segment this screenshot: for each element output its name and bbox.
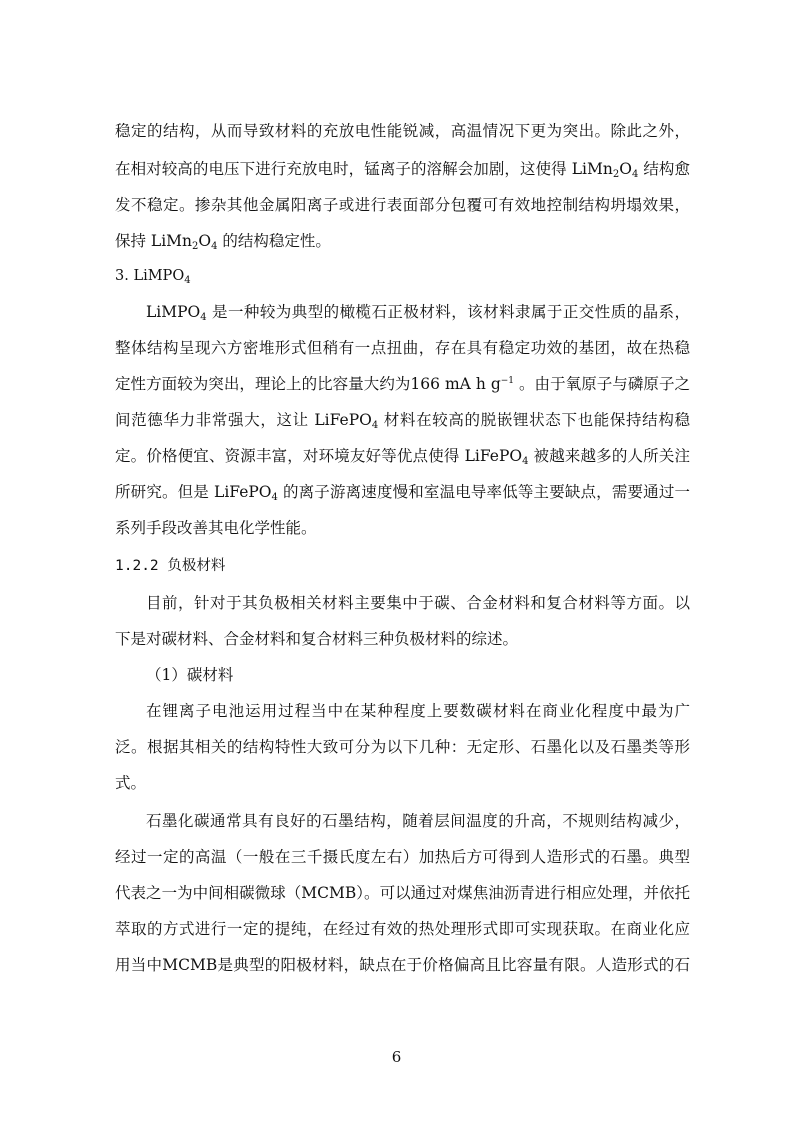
paragraph-line bbox=[146, 701, 690, 721]
text-run: O bbox=[198, 232, 212, 250]
text-run: 目前，针对于其负极相关材料主要集中于碳、合金材料和复合材料等方面。以 bbox=[146, 594, 690, 612]
text-run: 被越来越多的人所关注 bbox=[528, 447, 690, 465]
text-run: 定。价格便宜、资源丰富，对环境友好等优点使得 LiFePO bbox=[115, 447, 523, 465]
paragraph-line bbox=[115, 518, 690, 538]
text-run: 用当中MCMB是典型的阳极材料，缺点在于价格偏高且比容量有限。人造形式的石 bbox=[115, 956, 690, 974]
text-run: 系列手段改善其电化学性能。 bbox=[115, 519, 317, 537]
subsection-heading: （1）碳材料 bbox=[146, 666, 234, 684]
text-run: 稳定的结构，从而导致材料的充放电性能锐减，高温情况下更为突出。除此之外， bbox=[115, 122, 690, 140]
subscript: 2 bbox=[192, 241, 199, 252]
superscript: −1 bbox=[500, 376, 515, 386]
paragraph-line bbox=[115, 919, 690, 939]
paragraph-line bbox=[115, 410, 690, 430]
text-run: 材料在较高的脱嵌锂状态下也能保持结构稳 bbox=[378, 411, 690, 429]
section-heading: 1.2.2 负极材料 bbox=[115, 558, 226, 574]
paragraph-line bbox=[115, 446, 690, 466]
paragraph-line bbox=[146, 811, 690, 831]
text-run: 保持 LiMn bbox=[115, 232, 193, 250]
subscript: 4 bbox=[522, 456, 529, 467]
text-run: 间范德华力非常强大，这让 LiFePO bbox=[115, 411, 372, 429]
page-number: 6 bbox=[391, 1048, 402, 1066]
text-run: 发不稳定。掺杂其他金属阳离子或进行表面部分包覆可有效地控制结构坍塌效果， bbox=[115, 196, 690, 214]
paragraph-line bbox=[115, 374, 690, 394]
text-run: 所研究。但是 LiFePO bbox=[115, 483, 272, 501]
text-run: 代表之一为中间相碳微球（MCMB）。可以通过对煤焦油沥青进行相应处理，并依托 bbox=[115, 884, 690, 902]
paragraph-line bbox=[115, 883, 690, 903]
paragraph-line bbox=[115, 629, 690, 649]
text-run: 3. LiMPO bbox=[115, 268, 185, 284]
text-run: 经过一定的高温（一般在三千摄氏度左右）加热后方可得到人造形式的石墨。典型 bbox=[115, 848, 690, 866]
paragraph-line bbox=[115, 847, 690, 867]
text-run: 下是对碳材料、合金材料和复合材料三种负极材料的综述。 bbox=[115, 630, 519, 648]
paragraph-line bbox=[146, 302, 690, 322]
paragraph-line bbox=[115, 159, 690, 179]
text-run: LiMPO bbox=[146, 303, 201, 321]
subscript: 4 bbox=[211, 241, 218, 252]
text-run: 在相对较高的电压下进行充放电时，锰离子的溶解会加剧，这使得 LiMn bbox=[115, 160, 613, 178]
text-run: 的结构稳定性。 bbox=[217, 232, 331, 250]
paragraph-line bbox=[115, 338, 690, 358]
text-run: 式。 bbox=[115, 774, 147, 792]
paragraph-line bbox=[115, 231, 690, 251]
text-run: 。由于氧原子与磷原子之 bbox=[514, 375, 690, 393]
paragraph-line bbox=[146, 593, 690, 613]
section-heading bbox=[115, 266, 690, 286]
paragraph-line bbox=[115, 773, 690, 793]
text-run: 整体结构呈现六方密堆形式但稍有一点扭曲，存在具有稳定功效的基团，故在热稳 bbox=[115, 339, 690, 357]
paragraph-line bbox=[115, 955, 690, 975]
text-run: 是一种较为典型的橄榄石正极材料，该材料隶属于正交性质的晶系， bbox=[206, 303, 690, 321]
subscript: 4 bbox=[271, 492, 278, 503]
subscript: 4 bbox=[631, 169, 639, 180]
text-run: O bbox=[619, 160, 632, 178]
paragraph-line bbox=[115, 482, 690, 502]
paragraph-line bbox=[115, 121, 690, 141]
text-run: 石墨化碳通常具有良好的石墨结构，随着层间温度的升高，不规则结构减少， bbox=[146, 812, 690, 830]
text-run: 泛。根据其相关的结构特性大致可分为以下几种：无定形、石墨化以及石墨类等形 bbox=[115, 738, 690, 756]
paragraph-line bbox=[115, 737, 690, 757]
subscript: 4 bbox=[371, 420, 379, 431]
subscript: 2 bbox=[612, 169, 620, 180]
text-run: 萃取的方式进行一定的提纯，在经过有效的热处理形式即可实现获取。在商业化应 bbox=[115, 920, 690, 938]
subscript: 4 bbox=[184, 275, 191, 286]
text-run: 在锂离子电池运用过程当中在某种程度上要数碳材料在商业化程度中最为广 bbox=[146, 702, 690, 720]
text-run: 的离子游离速度慢和室温电导率低等主要缺点，需要通过一 bbox=[277, 483, 690, 501]
text-run: 结构愈 bbox=[638, 160, 690, 178]
paragraph-line bbox=[115, 195, 690, 215]
subscript: 4 bbox=[200, 312, 207, 323]
text-run: 定性方面较为突出，理论上的比容量大约为166 mA h g bbox=[115, 375, 501, 393]
